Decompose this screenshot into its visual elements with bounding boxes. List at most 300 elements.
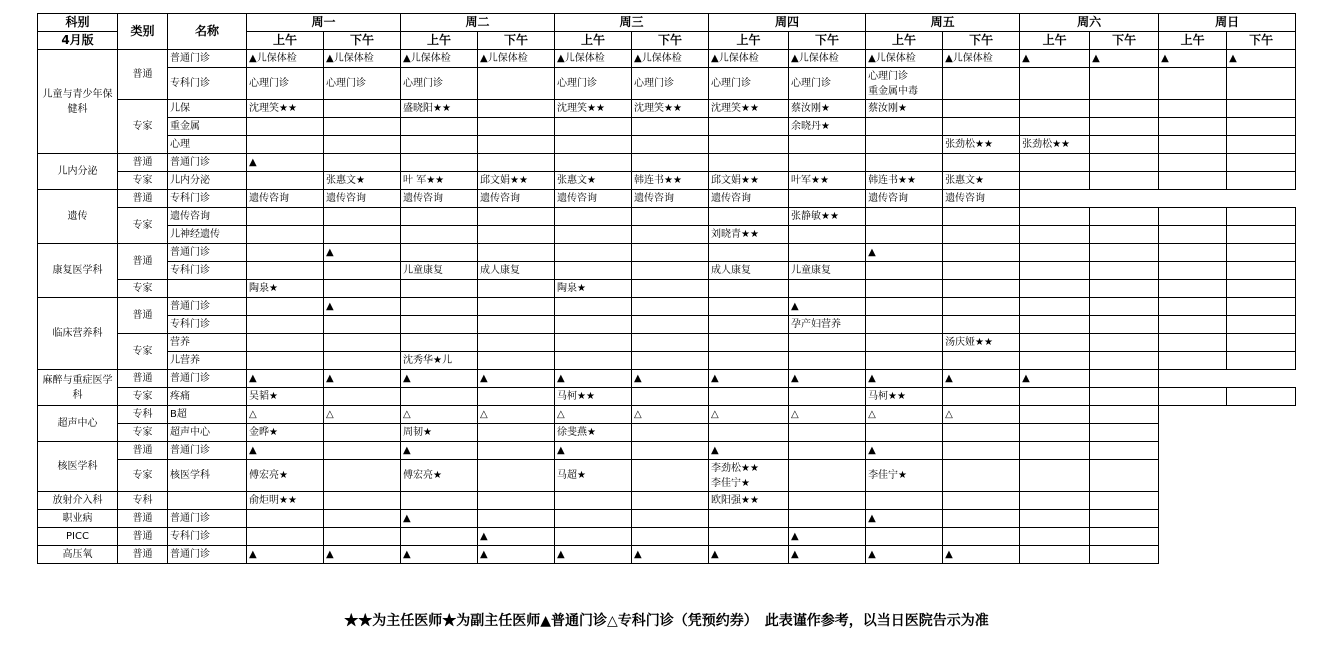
schedule-cell: ▲	[1159, 50, 1227, 68]
department-cell: 核医学科	[38, 442, 118, 492]
schedule-cell: ▲	[709, 370, 789, 388]
schedule-cell	[1090, 244, 1159, 262]
schedule-cell	[1227, 154, 1296, 172]
schedule-cell	[478, 316, 555, 334]
schedule-cell: 汤庆娅★★	[943, 334, 1020, 352]
schedule-cell: 蔡汝刚★	[789, 100, 866, 118]
schedule-cell: ▲	[324, 244, 401, 262]
schedule-cell	[789, 334, 866, 352]
schedule-cell	[866, 280, 943, 298]
schedule-cell: ▲	[247, 154, 324, 172]
schedule-cell	[1090, 492, 1159, 510]
header-pm: 下午	[943, 32, 1020, 50]
schedule-row	[38, 68, 1296, 100]
schedule-cell: 张劲松★★	[1020, 136, 1090, 154]
schedule-cell	[632, 208, 709, 226]
clinic-name-cell: 儿营养	[168, 352, 247, 370]
schedule-cell	[247, 226, 324, 244]
schedule-cell	[478, 100, 555, 118]
category-cell: 专家	[118, 334, 168, 370]
clinic-name-cell: 营养	[168, 334, 247, 352]
schedule-cell: ▲	[478, 370, 555, 388]
clinic-name-cell: 超声中心	[168, 424, 247, 442]
schedule-cell	[324, 316, 401, 334]
schedule-cell	[1159, 208, 1227, 226]
schedule-cell	[247, 172, 324, 190]
schedule-cell	[324, 262, 401, 280]
clinic-name-cell	[168, 492, 247, 510]
schedule-cell	[1159, 334, 1227, 352]
header-am: 上午	[555, 32, 632, 50]
schedule-cell: ▲	[401, 370, 478, 388]
schedule-cell	[1020, 406, 1090, 424]
schedule-cell	[1020, 226, 1090, 244]
schedule-cell	[1090, 118, 1159, 136]
schedule-cell	[943, 298, 1020, 316]
schedule-cell	[247, 244, 324, 262]
schedule-cell: 沈理笑★★	[555, 100, 632, 118]
schedule-cell	[709, 298, 789, 316]
schedule-cell	[478, 208, 555, 226]
schedule-cell	[555, 352, 632, 370]
schedule-cell: △	[866, 406, 943, 424]
header-pm: 下午	[324, 32, 401, 50]
schedule-cell	[709, 316, 789, 334]
schedule-cell	[1090, 406, 1159, 424]
schedule-cell	[1227, 424, 1296, 442]
schedule-row	[38, 262, 1296, 280]
schedule-cell	[324, 136, 401, 154]
clinic-name-cell: 专科门诊	[168, 316, 247, 334]
header-dept: 科别	[38, 14, 118, 32]
schedule-cell	[478, 460, 555, 492]
schedule-cell	[1159, 118, 1227, 136]
schedule-cell: △	[401, 406, 478, 424]
schedule-cell	[632, 136, 709, 154]
schedule-cell	[1159, 316, 1227, 334]
schedule-cell	[866, 208, 943, 226]
schedule-cell	[555, 492, 632, 510]
schedule-cell	[1227, 280, 1296, 298]
schedule-cell	[1090, 546, 1159, 564]
schedule-cell	[478, 424, 555, 442]
schedule-cell: ▲儿保体检	[555, 50, 632, 68]
schedule-cell	[1159, 280, 1227, 298]
clinic-name-cell: 儿内分泌	[168, 172, 247, 190]
schedule-cell	[478, 226, 555, 244]
schedule-cell: ▲	[1020, 50, 1090, 68]
schedule-cell	[943, 280, 1020, 298]
schedule-cell	[478, 244, 555, 262]
schedule-cell	[324, 442, 401, 460]
schedule-cell	[1159, 442, 1227, 460]
schedule-cell	[943, 208, 1020, 226]
schedule-cell: 张惠文★	[555, 172, 632, 190]
schedule-cell	[1020, 154, 1090, 172]
schedule-cell: ▲	[1090, 50, 1159, 68]
schedule-cell	[1020, 262, 1090, 280]
schedule-cell	[709, 424, 789, 442]
category-cell: 专家	[118, 100, 168, 154]
schedule-table	[37, 13, 1296, 564]
schedule-cell	[247, 298, 324, 316]
schedule-cell: ▲	[866, 244, 943, 262]
schedule-cell	[1020, 298, 1090, 316]
schedule-cell: 蔡汝刚★	[866, 100, 943, 118]
schedule-cell	[1090, 442, 1159, 460]
schedule-cell	[632, 316, 709, 334]
schedule-cell	[1227, 460, 1296, 492]
schedule-cell	[866, 154, 943, 172]
schedule-cell	[866, 424, 943, 442]
schedule-row	[38, 492, 1296, 510]
schedule-cell	[1159, 68, 1227, 100]
header-day-sun: 周日	[1159, 14, 1296, 32]
schedule-row	[38, 334, 1296, 352]
category-cell: 普通	[118, 190, 168, 208]
schedule-cell	[1159, 460, 1227, 492]
schedule-row	[38, 442, 1296, 460]
schedule-row	[38, 460, 1296, 492]
schedule-cell: ▲	[1227, 50, 1296, 68]
clinic-name-cell: 普通门诊	[168, 50, 247, 68]
schedule-cell	[1020, 190, 1090, 208]
header-day-tue: 周二	[401, 14, 555, 32]
schedule-cell	[866, 528, 943, 546]
schedule-cell: 遗传咨询	[632, 190, 709, 208]
schedule-cell	[555, 298, 632, 316]
schedule-cell	[555, 154, 632, 172]
clinic-name-cell: 普通门诊	[168, 244, 247, 262]
schedule-cell	[1020, 424, 1090, 442]
schedule-cell	[866, 352, 943, 370]
schedule-cell: ▲	[709, 442, 789, 460]
schedule-cell	[324, 118, 401, 136]
schedule-cell	[324, 424, 401, 442]
category-cell: 专家	[118, 424, 168, 442]
department-cell: 临床营养科	[38, 298, 118, 370]
schedule-cell: 刘晓青★★	[709, 226, 789, 244]
schedule-cell	[1227, 136, 1296, 154]
department-cell: 职业病	[38, 510, 118, 528]
schedule-cell: 韩连书★★	[632, 172, 709, 190]
schedule-cell	[866, 492, 943, 510]
header-day-fri: 周五	[866, 14, 1020, 32]
schedule-cell	[943, 528, 1020, 546]
header-am: 上午	[866, 32, 943, 50]
schedule-cell	[1090, 388, 1159, 406]
schedule-cell: 心理门诊	[324, 68, 401, 100]
schedule-cell: 沈理笑★★	[709, 100, 789, 118]
schedule-cell	[1227, 370, 1296, 388]
schedule-cell	[1090, 208, 1159, 226]
schedule-cell	[789, 154, 866, 172]
schedule-cell	[555, 118, 632, 136]
schedule-cell	[478, 68, 555, 100]
schedule-cell	[1159, 510, 1227, 528]
legend-footer: ★★为主任医师★为副主任医师▲普通门诊△专科门诊（凭预约券） 此表谨作参考，以当日医院告示为准	[344, 613, 989, 629]
schedule-cell: 成人康复	[709, 262, 789, 280]
schedule-cell	[1227, 352, 1296, 370]
schedule-cell	[632, 226, 709, 244]
schedule-cell	[789, 190, 866, 208]
clinic-name-cell: 心理	[168, 136, 247, 154]
category-cell: 普通	[118, 546, 168, 564]
category-cell: 普通	[118, 510, 168, 528]
schedule-cell	[401, 492, 478, 510]
header-pm: 下午	[478, 32, 555, 50]
schedule-cell: 张静敏★★	[789, 208, 866, 226]
clinic-name-cell: 普通门诊	[168, 154, 247, 172]
schedule-cell	[324, 100, 401, 118]
clinic-name-cell: B超	[168, 406, 247, 424]
schedule-cell	[789, 442, 866, 460]
schedule-cell	[866, 334, 943, 352]
schedule-cell: ▲	[789, 298, 866, 316]
schedule-row	[38, 352, 1296, 370]
schedule-cell	[943, 388, 1020, 406]
header-day-mon: 周一	[247, 14, 401, 32]
schedule-cell: △	[709, 406, 789, 424]
schedule-cell	[401, 208, 478, 226]
schedule-cell	[324, 280, 401, 298]
schedule-cell	[247, 118, 324, 136]
schedule-cell: 陶泉★	[555, 280, 632, 298]
schedule-cell	[632, 424, 709, 442]
schedule-cell	[1227, 388, 1296, 406]
schedule-cell: 心理门诊	[789, 68, 866, 100]
schedule-cell	[1090, 352, 1159, 370]
category-cell: 专家	[118, 172, 168, 190]
schedule-cell	[478, 492, 555, 510]
schedule-cell: △	[632, 406, 709, 424]
schedule-cell	[943, 424, 1020, 442]
schedule-cell	[401, 154, 478, 172]
schedule-cell: 叶军★★	[789, 172, 866, 190]
schedule-cell	[324, 154, 401, 172]
schedule-cell	[1227, 262, 1296, 280]
schedule-cell: ▲	[709, 546, 789, 564]
schedule-cell: 心理门诊	[709, 68, 789, 100]
schedule-cell	[555, 244, 632, 262]
schedule-row	[38, 546, 1296, 564]
clinic-name-cell: 专科门诊	[168, 528, 247, 546]
clinic-name-cell: 普通门诊	[168, 298, 247, 316]
schedule-cell	[943, 316, 1020, 334]
schedule-cell	[478, 136, 555, 154]
schedule-cell	[1090, 528, 1159, 546]
schedule-cell: 余晓丹★	[789, 118, 866, 136]
schedule-cell: ▲	[555, 546, 632, 564]
schedule-cell	[1227, 406, 1296, 424]
schedule-cell	[555, 316, 632, 334]
schedule-cell: 马超★	[555, 460, 632, 492]
schedule-cell	[1090, 172, 1159, 190]
schedule-cell	[1090, 262, 1159, 280]
schedule-cell	[789, 352, 866, 370]
schedule-cell: ▲儿保体检	[943, 50, 1020, 68]
schedule-cell	[632, 244, 709, 262]
schedule-cell	[1020, 388, 1090, 406]
header-row-days	[38, 14, 1296, 32]
schedule-cell	[943, 244, 1020, 262]
schedule-cell: ▲	[555, 370, 632, 388]
schedule-cell	[632, 118, 709, 136]
schedule-cell: 周韧★	[401, 424, 478, 442]
clinic-name-cell: 重金属	[168, 118, 247, 136]
schedule-cell: 遗传咨询	[709, 190, 789, 208]
category-cell: 专家	[118, 208, 168, 244]
header-pm: 下午	[789, 32, 866, 50]
schedule-cell: 心理门诊 重金属中毒	[866, 68, 943, 100]
schedule-cell	[789, 226, 866, 244]
schedule-cell: 傅宏亮★	[247, 460, 324, 492]
schedule-cell	[1090, 190, 1159, 208]
schedule-cell: 陶泉★	[247, 280, 324, 298]
schedule-cell: 儿童康复	[789, 262, 866, 280]
clinic-name-cell: 儿保	[168, 100, 247, 118]
schedule-cell	[1227, 442, 1296, 460]
schedule-cell	[555, 208, 632, 226]
schedule-cell	[632, 262, 709, 280]
schedule-cell: ▲	[478, 546, 555, 564]
clinic-name-cell: 普通门诊	[168, 546, 247, 564]
header-name: 名称	[168, 14, 247, 50]
schedule-cell	[1159, 154, 1227, 172]
header-type: 类别	[118, 14, 168, 50]
header-pm: 下午	[1227, 32, 1296, 50]
schedule-cell	[324, 528, 401, 546]
schedule-cell: 徐斐燕★	[555, 424, 632, 442]
schedule-cell	[478, 298, 555, 316]
schedule-cell	[1159, 546, 1227, 564]
schedule-cell: 遗传咨询	[478, 190, 555, 208]
schedule-cell	[632, 510, 709, 528]
schedule-row	[38, 280, 1296, 298]
schedule-cell	[555, 334, 632, 352]
schedule-cell: 俞炬明★★	[247, 492, 324, 510]
schedule-cell	[247, 352, 324, 370]
schedule-cell: ▲	[401, 442, 478, 460]
schedule-cell	[324, 492, 401, 510]
header-day-wed: 周三	[555, 14, 709, 32]
schedule-cell	[1090, 280, 1159, 298]
schedule-cell	[247, 136, 324, 154]
department-cell: 儿内分泌	[38, 154, 118, 190]
schedule-cell	[789, 388, 866, 406]
schedule-cell	[1020, 68, 1090, 100]
schedule-cell	[866, 316, 943, 334]
schedule-cell	[709, 244, 789, 262]
schedule-cell: △	[789, 406, 866, 424]
schedule-cell	[1090, 424, 1159, 442]
schedule-cell	[866, 226, 943, 244]
schedule-cell: ▲	[789, 546, 866, 564]
schedule-cell: ▲	[866, 510, 943, 528]
schedule-cell	[1227, 316, 1296, 334]
schedule-cell	[478, 118, 555, 136]
schedule-cell	[555, 510, 632, 528]
schedule-cell	[709, 528, 789, 546]
schedule-cell: ▲儿保体检	[789, 50, 866, 68]
schedule-cell	[1159, 136, 1227, 154]
schedule-cell	[1090, 298, 1159, 316]
schedule-cell	[1159, 406, 1227, 424]
schedule-cell	[943, 100, 1020, 118]
schedule-cell: ▲儿保体检	[866, 50, 943, 68]
schedule-cell	[324, 226, 401, 244]
header-day-sat: 周六	[1020, 14, 1159, 32]
schedule-cell	[943, 352, 1020, 370]
schedule-cell	[866, 136, 943, 154]
schedule-row	[38, 50, 1296, 68]
schedule-cell	[709, 154, 789, 172]
schedule-cell: 李佳宁★	[866, 460, 943, 492]
schedule-cell: 邱文娟★★	[709, 172, 789, 190]
schedule-cell	[866, 262, 943, 280]
schedule-cell	[401, 280, 478, 298]
schedule-cell	[1227, 226, 1296, 244]
category-cell: 普通	[118, 298, 168, 334]
department-cell: 麻醉与重症医学科	[38, 370, 118, 406]
department-cell: PICC	[38, 528, 118, 546]
schedule-cell	[632, 334, 709, 352]
schedule-cell: ▲	[478, 528, 555, 546]
schedule-cell: 叶 军★★	[401, 172, 478, 190]
schedule-cell	[1159, 424, 1227, 442]
schedule-cell	[1090, 334, 1159, 352]
schedule-cell	[478, 334, 555, 352]
schedule-cell	[632, 528, 709, 546]
schedule-cell: 沈理笑★★	[632, 100, 709, 118]
schedule-cell	[709, 280, 789, 298]
schedule-cell: ▲	[247, 442, 324, 460]
clinic-name-cell: 普通门诊	[168, 370, 247, 388]
schedule-cell: △	[324, 406, 401, 424]
schedule-cell	[1159, 226, 1227, 244]
schedule-cell: 吴韬★	[247, 388, 324, 406]
schedule-row	[38, 172, 1296, 190]
clinic-name-cell	[168, 280, 247, 298]
category-cell: 普通	[118, 244, 168, 280]
schedule-cell	[1227, 118, 1296, 136]
schedule-cell: ▲儿保体检	[709, 50, 789, 68]
department-cell: 康复医学科	[38, 244, 118, 298]
schedule-cell	[709, 388, 789, 406]
schedule-cell	[324, 208, 401, 226]
schedule-cell: ▲	[324, 298, 401, 316]
schedule-cell: 遗传咨询	[555, 190, 632, 208]
schedule-cell	[401, 334, 478, 352]
schedule-cell: ▲	[866, 370, 943, 388]
department-cell: 遗传	[38, 190, 118, 244]
header-am: 上午	[247, 32, 324, 50]
schedule-cell	[1020, 172, 1090, 190]
schedule-cell: 遗传咨询	[247, 190, 324, 208]
schedule-row	[38, 208, 1296, 226]
category-cell: 普通	[118, 442, 168, 460]
schedule-cell	[866, 118, 943, 136]
schedule-cell	[1227, 510, 1296, 528]
category-cell: 普通	[118, 154, 168, 172]
schedule-cell	[1159, 244, 1227, 262]
schedule-cell	[709, 352, 789, 370]
schedule-cell: ▲	[632, 546, 709, 564]
schedule-cell: 沈理笑★★	[247, 100, 324, 118]
schedule-row	[38, 100, 1296, 118]
schedule-cell: ▲	[555, 442, 632, 460]
clinic-name-cell: 专科门诊	[168, 190, 247, 208]
